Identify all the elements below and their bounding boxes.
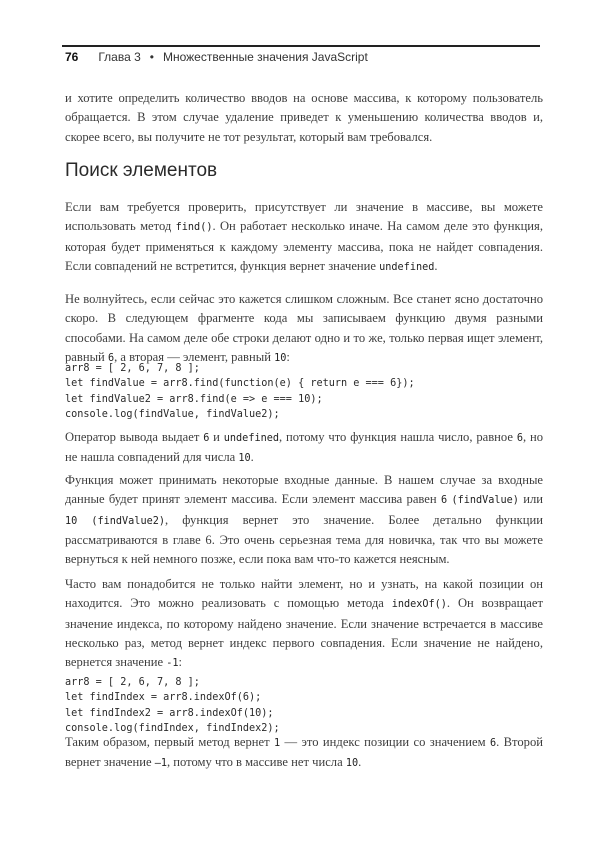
text-run: и хотите определить количество вводов на основе массива, к которому пользователь обращается. В этом случае удаление приведет к уменьшению количества вводов и, скорее всего, вы получите не тот результат, который вам требовался. <box>65 91 543 144</box>
text-run: Если вам требуется проверить, присутствует ли значение в массиве, вы можете использовать метод <box>65 200 543 234</box>
code-indexof: arr8 = [ 2, 6, 7, 8 ]; let findIndex = arr8.indexOf(6); let findIndex2 = arr8.indexOf(10); console.log(findIndex, findIndex2); <box>65 677 280 734</box>
inline-code: 10 <box>274 352 287 364</box>
inline-code: (findValue2) <box>91 515 165 527</box>
inline-code: 10 <box>345 758 359 770</box>
paragraph-text <box>65 89 543 147</box>
inline-code: 1 <box>274 738 281 749</box>
text-run: Таким образом, первый метод вернет <box>65 735 274 749</box>
text-run: . <box>358 755 362 770</box>
inline-code: 6 <box>489 738 497 749</box>
text-run: — это индекс позиции со значением <box>280 735 490 749</box>
text-run: Оператор вывода выдает <box>65 430 204 444</box>
inline-code: (findValue) <box>451 495 519 507</box>
text-run: . <box>250 450 254 465</box>
paragraph-result <box>65 733 543 774</box>
text-run: , а вторая — элемент, равный <box>114 349 275 364</box>
header-separator: • <box>149 50 154 64</box>
text-run: , потому что в массиве нет числа <box>166 755 346 770</box>
inline-code: 6 <box>203 433 210 444</box>
inline-code: undefined <box>223 433 279 444</box>
inline-code: 6 <box>107 352 115 364</box>
paragraph-intro <box>65 89 543 147</box>
chapter-label: Глава 3 <box>98 50 141 64</box>
text-run: : <box>178 655 182 670</box>
inline-code: find() <box>175 222 213 234</box>
inline-code: indexOf() <box>391 599 447 611</box>
text-run: Функция может принимать некоторые входные данные. В нашем случае за входные данные будет принят элемент массива. Если элемент массива равен <box>65 473 543 507</box>
inline-code: 6 <box>440 495 448 507</box>
paragraph-text <box>65 428 543 469</box>
running-header <box>65 50 368 64</box>
section-heading: Поиск элементов <box>65 160 218 181</box>
code-find: arr8 = [ 2, 6, 7, 8 ]; let findValue = arr8.find(function(e) { return e === 6}); let findValue2 = arr8.find(e => e === 10); console.log(findValue, findValue2); <box>65 363 415 420</box>
text-run: и <box>209 430 224 444</box>
inline-code: 10 <box>65 515 78 527</box>
chapter-title: Множественные значения JavaScript <box>162 50 368 64</box>
text-run: . Он возвращает значение индекса, по которому найдено значение. Если значение встречается в массиве несколько раз, метод вернет индекс первого совпадения. Если значение не найдено, вернется значение <box>65 596 543 670</box>
code-block-find <box>65 361 543 422</box>
paragraph-text <box>65 198 543 277</box>
paragraph-text <box>65 575 543 673</box>
text-run: , потому что функция нашла число, равное <box>278 430 517 444</box>
text-run: . <box>434 258 438 273</box>
page-number: 76 <box>65 50 79 64</box>
paragraph-dont-worry <box>65 290 543 368</box>
inline-code: undefined <box>379 261 435 273</box>
paragraph-indexof <box>65 575 543 673</box>
paragraph-output <box>65 428 543 469</box>
inline-code: –1 <box>154 758 167 770</box>
paragraph-find <box>65 198 543 277</box>
text-run: или <box>518 492 543 507</box>
text-run: , но не нашла совпадений для числа <box>65 430 543 465</box>
text-run: , функция вернет это значение. Более детально функции рассматриваются в главе 6. Это очень серьезная тема для новичка, так что вы можете вернуться к ней немного позже, если пока вам что-то кажется неясным. <box>65 512 544 567</box>
paragraph-text <box>65 733 543 774</box>
text-run: . Второй вернет значение <box>65 735 543 770</box>
inline-code: 10 <box>238 453 251 465</box>
inline-code: 6 <box>516 433 523 444</box>
paragraph-text <box>65 471 543 569</box>
header-rule <box>62 45 540 47</box>
text-run: Часто вам понадобится не только найти элемент, но и узнать, на какой позиции он находится. Это можно реализовать с помощью метода <box>65 577 543 611</box>
paragraph-function-input <box>65 471 543 569</box>
text-run: . Он работает несколько иначе. На самом деле это функция, которая будет применяться к каждому элементу массива, пока не найдет совпадения. Если совпадений не встретится, функция вернет значение <box>65 219 543 273</box>
text-run: : <box>286 349 290 364</box>
text-run: Не волнуйтесь, если сейчас это кажется слишком сложным. Все станет ясно достаточно скоро. В следующем фрагменте кода мы записываем функцию двумя разными способами. На самом деле обе строки делают одно и то же, только первая ищет элемент, равный <box>65 292 543 364</box>
paragraph-text <box>65 290 543 368</box>
inline-code: -1 <box>166 658 179 670</box>
text-run <box>77 513 91 527</box>
code-block-indexof <box>65 675 543 736</box>
